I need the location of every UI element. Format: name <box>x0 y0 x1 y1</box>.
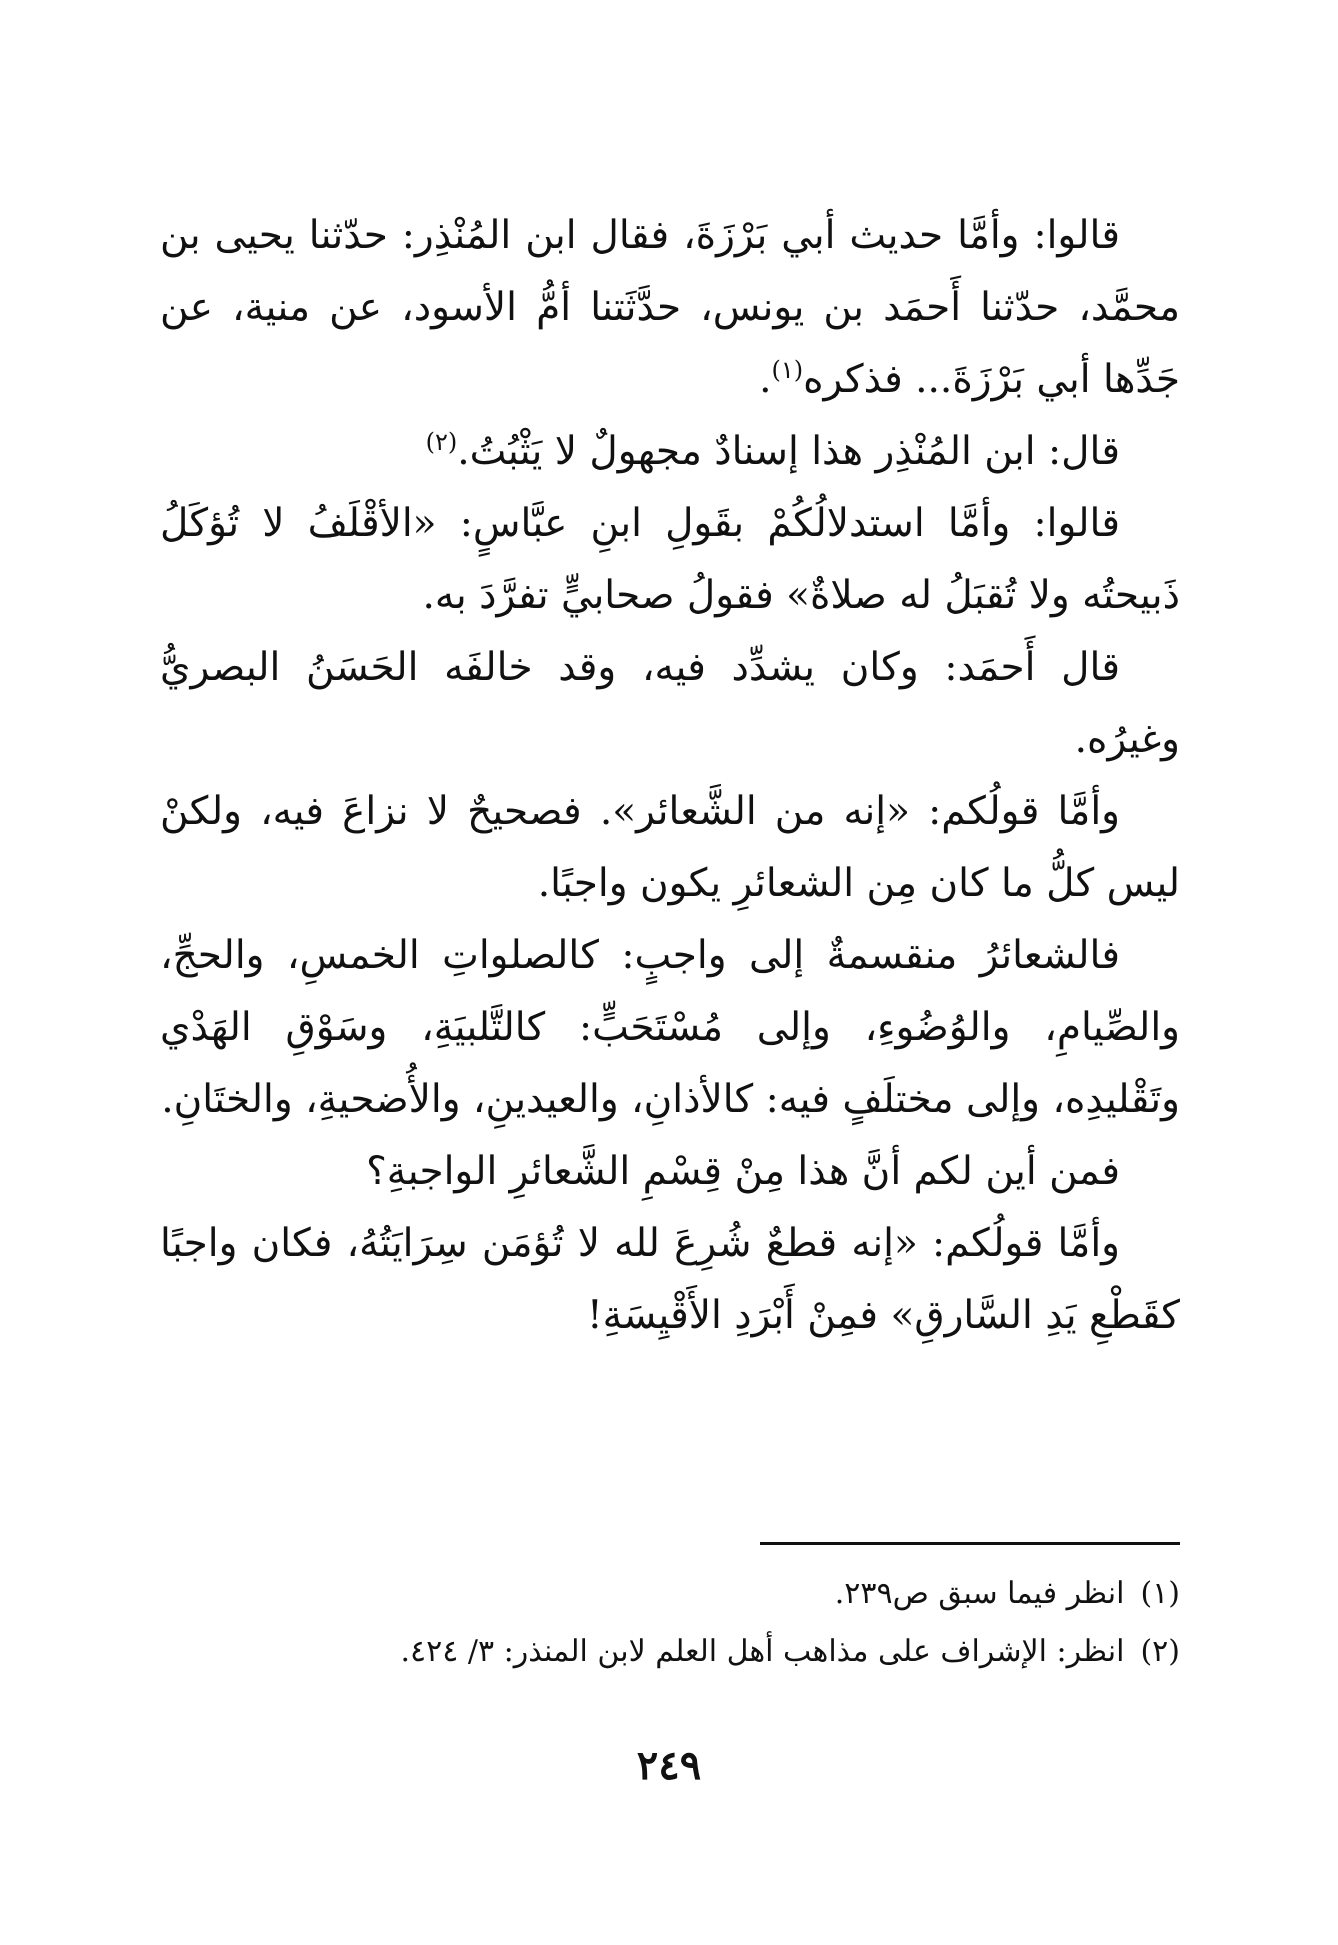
footnote-divider <box>760 1542 1180 1545</box>
paragraph-text: قال: ابن المُنْذِر هذا إسنادٌ مجهولٌ لا يَثْبُتُ. <box>457 429 1120 474</box>
paragraph-text: قالوا: وأمَّا استدلالُكُمْ بقَولِ ابنِ عبَّاسٍ: «الأقْلَفُ لا تُؤكَلُ ذَبيحتُه ولا تُقبَلُ له صلاةٌ» فقولُ صحابيٍّ تفرَّدَ به. <box>160 501 1180 618</box>
footnote-text: انظر فيما سبق ص٢٣٩. <box>834 1576 1125 1611</box>
paragraph-7 <box>160 1136 1180 1208</box>
footnote-number: (٢) <box>1140 1634 1180 1669</box>
footnote-number: (١) <box>1140 1576 1180 1611</box>
paragraph-punctuation: . <box>759 357 772 402</box>
paragraph-1 <box>160 200 1180 416</box>
footnotes <box>160 1565 1180 1681</box>
footnote-1 <box>160 1565 1180 1623</box>
footnote-marker-1: (١) <box>771 356 804 384</box>
paragraph-6 <box>160 920 1180 1136</box>
footnote-marker-2: (٢) <box>425 428 458 456</box>
paragraph-text: وأمَّا قولُكم: «إنه قطعٌ شُرِعَ لله لا تُؤمَن سِرَايَتُهُ، فكان واجبًا كقَطْعِ يَدِ السَّارقِ» فمِنْ أَبْرَدِ الأَقْيِسَةِ! <box>160 1221 1180 1338</box>
paragraph-2 <box>160 416 1180 488</box>
footnote-text: انظر: الإشراف على مذاهب أهل العلم لابن المنذر: ٣/ ٤٢٤. <box>400 1634 1125 1669</box>
paragraph-text: قالوا: وأمَّا حديث أبي بَرْزَةَ، فقال ابن المُنْذِر: حدّثنا يحيى بن محمَّد، حدّثنا أَحمَد بن يونس، حدَّثَتنا أمُّ الأسود، عن منية، عن جَدِّها أبي بَرْزَةَ... فذكره <box>160 213 1180 402</box>
paragraph-4 <box>160 632 1180 776</box>
paragraph-text: فمن أين لكم أنَّ هذا مِنْ قِسْمِ الشَّعائرِ الواجبةِ؟ <box>366 1149 1120 1194</box>
main-text <box>160 200 1180 1352</box>
paragraph-text: قال أَحمَد: وكان يشدِّد فيه، وقد خالفَه الحَسَنُ البصريُّ وغيرُه. <box>160 645 1180 762</box>
footnote-2 <box>160 1623 1180 1681</box>
paragraph-3 <box>160 488 1180 632</box>
page-number: ٢٤٩ <box>636 1742 702 1789</box>
paragraph-text: وأمَّا قولُكم: «إنه من الشَّعائر». فصحيحٌ لا نزاعَ فيه، ولكنْ ليس كلُّ ما كان مِن الشعائرِ يكون واجبًا. <box>160 789 1180 906</box>
paragraph-8 <box>160 1208 1180 1352</box>
paragraph-5 <box>160 776 1180 920</box>
paragraph-text: فالشعائرُ منقسمةٌ إلى واجبٍ: كالصلواتِ الخمسِ، والحجِّ، والصِّيامِ، والوُضُوءِ، وإلى مُسْتَحَبٍّ: كالتَّلبيَةِ، وسَوْقِ الهَدْي وتَقْليدِه، وإلى مختلَفٍ فيه: كالأذانِ، والعيدينِ، والأُضحيةِ، والختَانِ. <box>160 933 1180 1122</box>
